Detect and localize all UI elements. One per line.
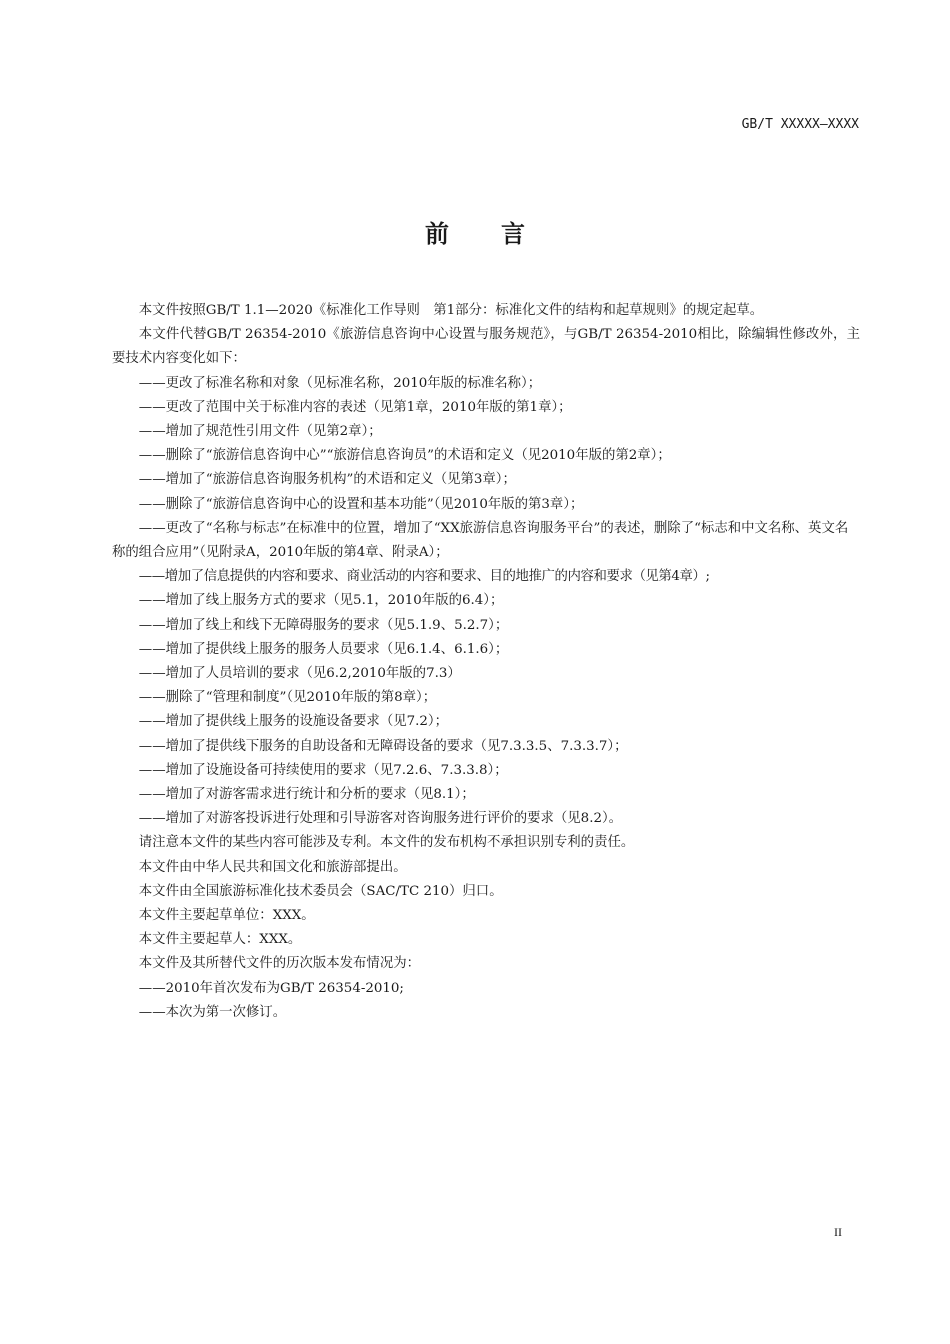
change-item: ——增加了规范性引用文件（见第2章）； xyxy=(138,424,382,440)
change-item: ——增加了提供线下服务的自助设备和无障碍设备的要求（见7.3.3.5、7.3.3.7）； xyxy=(138,738,628,754)
change-item: ——增加了对游客需求进行统计和分析的要求（见8.1）； xyxy=(138,787,475,803)
proposer-statement: 本文件由中华人民共和国文化和旅游部提出。 xyxy=(138,859,407,875)
change-item: ——增加了线上服务方式的要求（见5.1，2010年版的6.4）； xyxy=(138,593,504,609)
drafters: 本文件主要起草人：XXX。 xyxy=(138,932,302,948)
change-item: ——增加了提供线上服务的服务人员要求（见6.1.4、6.1.6）； xyxy=(138,641,509,657)
change-item: ——增加了“旅游信息咨询服务机构”的术语和定义（见第3章）； xyxy=(138,472,516,488)
change-item: ——增加了提供线上服务的设施设备要求（见7.2）； xyxy=(138,714,448,730)
change-item: ——更改了标准名称和对象（见标准名称，2010年版的标准名称）； xyxy=(138,375,542,391)
standard-code-header: GB/T XXXXX—XXXX xyxy=(741,117,859,132)
page-number: II xyxy=(834,1225,842,1239)
intro-paragraph: 本文件按照GB/T 1.1—2020《标准化工作导则 第1部分：标准化文件的结构和起草规则》的规定起草。 xyxy=(138,303,764,318)
change-item: ——更改了“名称与标志”在标准中的位置，增加了“XX旅游信息咨询服务平台”的表述，删除了“标志和中文名称、英文名称的组合应用”（见附录A，2010年版的第4章、附录A）； xyxy=(112,520,849,561)
foreword-body xyxy=(112,299,860,1025)
change-item: ——增加了对游客投诉进行处理和引导游客对咨询服务进行评价的要求（见8.2）。 xyxy=(138,811,623,827)
patent-notice: 请注意本文件的某些内容可能涉及专利。本文件的发布机构不承担识别专利的责任。 xyxy=(138,835,635,851)
history-item: ——本次为第一次修订。 xyxy=(138,1004,287,1020)
history-intro: 本文件及其所替代文件的历次版本发布情况为： xyxy=(138,956,420,972)
title-char-2: 言 xyxy=(501,220,525,248)
page-title xyxy=(0,214,950,249)
change-item: ——删除了“管理和制度”（见2010年版的第8章）； xyxy=(138,690,437,706)
change-item: ——删除了“旅游信息咨询中心”“旅游信息咨询员”的术语和定义（见2010年版的第2章）； xyxy=(138,448,671,464)
drafting-unit: 本文件主要起草单位：XXX。 xyxy=(138,908,315,924)
change-item: ——删除了“旅游信息咨询中心的设置和基本功能”（见2010年版的第3章）； xyxy=(138,496,584,512)
intro-paragraph: 本文件代替GB/T 26354-2010《旅游信息咨询中心设置与服务规范》，与GB/T 26354-2010相比，除编辑性修改外，主要技术内容变化如下： xyxy=(112,327,860,367)
title-char-1: 前 xyxy=(425,220,449,248)
change-item: ——增加了线上和线下无障碍服务的要求（见5.1.9、5.2.7）； xyxy=(138,617,509,633)
change-item: ——更改了范围中关于标准内容的表述（见第1章，2010年版的第1章）； xyxy=(138,399,572,415)
change-item: ——增加了信息提供的内容和要求、商业活动的内容和要求、目的地推广的内容和要求（见第4章）; xyxy=(138,569,710,585)
change-item: ——增加了设施设备可持续使用的要求（见7.2.6、7.3.3.8）； xyxy=(138,762,508,778)
history-item: ——2010年首次发布为GB/T 26354-2010; xyxy=(138,980,404,996)
change-item: ——增加了人员培训的要求（见6.2,2010年版的7.3） xyxy=(138,666,461,682)
committee-statement: 本文件由全国旅游标准化技术委员会（SAC/TC 210）归口。 xyxy=(138,883,503,899)
